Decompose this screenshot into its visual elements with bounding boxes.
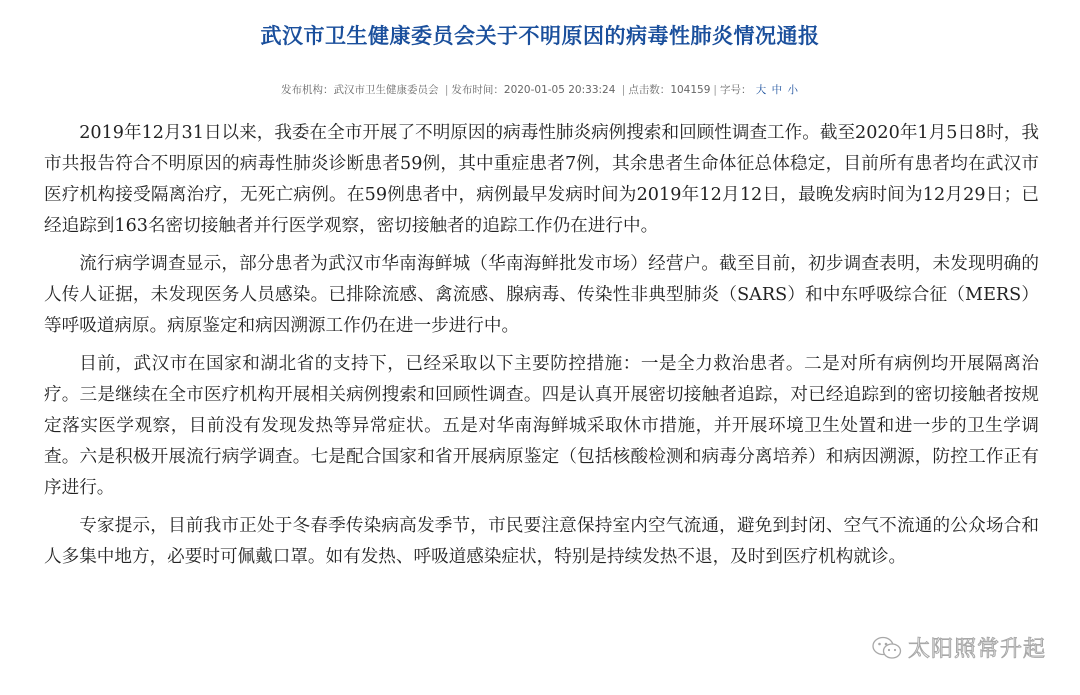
article-meta: [0, 82, 1080, 97]
font-size-small-link[interactable]: 小: [787, 84, 798, 96]
paragraph-3: 目前，武汉市在国家和湖北省的支持下，已经采取以下主要防控措施：一是全力救治患者。二是对所有病例均开展隔离治疗。三是继续在全市医疗机构开展相关病例搜索和回顾性调查。四是认真开展密切接触者追踪，对已经追踪到的密切接触者按规定落实医学观察，目前没有发现发热等异常症状。五是对华南海鲜城采取休市措施，并开展环境卫生处置和进一步的卫生学调查。六是积极开展流行病学调查。七是配合国家和省开展病原鉴定（包括核酸检测和病毒分离培养）和病因溯源，防控工作正有序进行。: [44, 354, 1039, 498]
clicks-value: 104159: [670, 84, 711, 96]
meta-separator: |: [621, 84, 626, 96]
font-size-medium-link[interactable]: 中: [771, 84, 783, 96]
time-label: 发布时间：: [451, 84, 504, 96]
time-value: 2020-01-05 20:33:24: [503, 84, 616, 96]
publisher-value: 武汉市卫生健康委员会: [333, 84, 439, 96]
fontsize-label: 字号：: [719, 84, 752, 96]
publisher-label: 发布机构：: [281, 84, 334, 96]
article-title: 武汉市卫生健康委员会关于不明原因的病毒性肺炎情况通报: [260, 24, 820, 48]
article-body: [44, 118, 1039, 580]
wechat-icon: [872, 636, 902, 660]
font-size-large-link[interactable]: 大: [755, 84, 767, 96]
meta-separator: |: [444, 84, 449, 96]
watermark: [872, 632, 1046, 663]
paragraph-2: 流行病学调查显示，部分患者为武汉市华南海鲜城（华南海鲜批发市场）经营户。截至目前，初步调查表明，未发现明确的人传人证据，未发现医务人员感染。已排除流感、禽流感、腺病毒、传染性非典型肺炎（SARS）和中东呼吸综合征（MERS）等呼吸道病原。病原鉴定和病因溯源工作仍在进一步进行中。: [44, 254, 1039, 336]
paragraph-1: 2019年12月31日以来，我委在全市开展了不明原因的病毒性肺炎病例搜索和回顾性调查工作。截至2020年1月5日8时，我市共报告符合不明原因的病毒性肺炎诊断患者59例，其中重症患者7例，其余患者生命体征总体稳定，目前所有患者均在武汉市医疗机构接受隔离治疗，无死亡病例。在59例患者中，病例最早发病时间为2019年12月12日，最晚发病时间为12月29日；已经追踪到163名密切接触者并行医学观察，密切接触者的追踪工作仍在进行中。: [44, 123, 1039, 236]
clicks-label: 点击数：: [628, 84, 671, 96]
watermark-text: 太阳照常升起: [907, 637, 1046, 662]
paragraph-4: 专家提示，目前我市正处于冬春季传染病高发季节，市民要注意保持室内空气流通，避免到封闭、空气不流通的公众场合和人多集中地方，必要时可佩戴口罩。如有发热、呼吸道感染症状，特别是持续发热不退，及时到医疗机构就诊。: [44, 516, 1039, 567]
meta-separator: |: [713, 84, 717, 96]
